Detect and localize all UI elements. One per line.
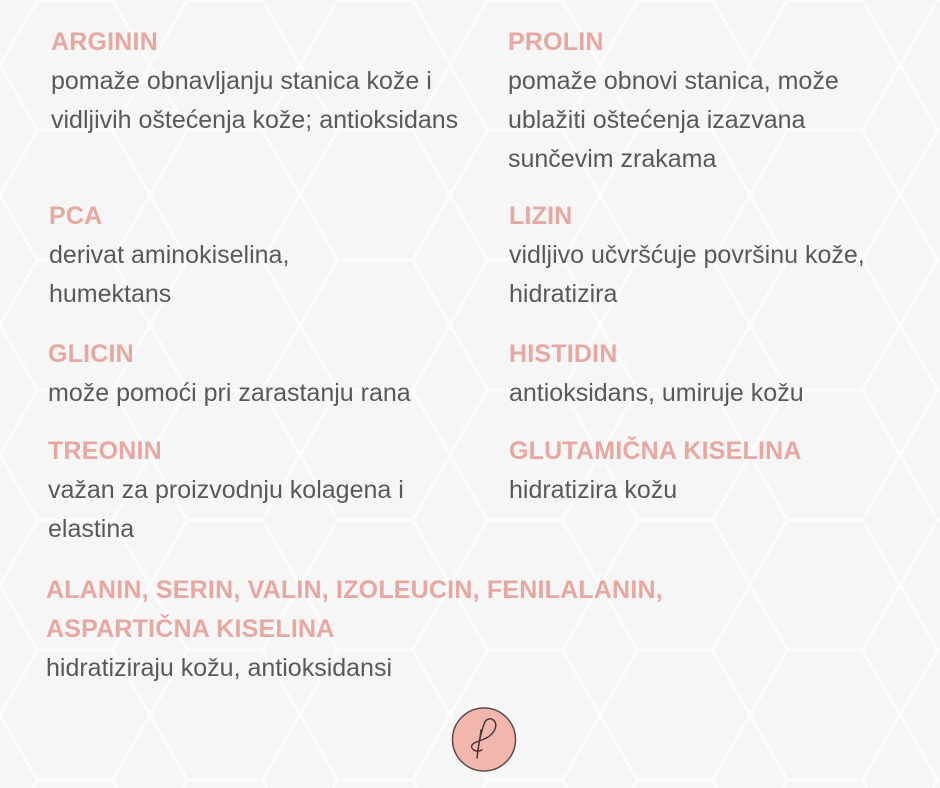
item-glicin [48, 335, 488, 413]
item-description: hidratizira kožu [509, 476, 678, 504]
item-description: pomaže obnovi stanica, može ublažiti oštećenja izazvana sunčevim zrakama [508, 67, 839, 173]
item-title: LIZIN [509, 202, 573, 230]
footer-description: hidratiziraju kožu, antioksidansi [46, 654, 393, 682]
item-prolin [508, 23, 898, 179]
footer-title-line2: ASPARTIČNA KISELINA [46, 615, 335, 643]
item-title: HISTIDIN [509, 340, 618, 368]
item-title: TREONIN [48, 437, 162, 465]
item-description: može pomoći pri zarastanju rana [48, 379, 411, 407]
item-title: ARGININ [51, 28, 158, 56]
item-title: GLUTAMIČNA KISELINA [509, 437, 802, 465]
item-arginin [51, 23, 491, 140]
item-title: GLICIN [48, 340, 134, 368]
item-description: derivat aminokiselina, humektans [49, 241, 290, 308]
item-lizin [509, 197, 934, 314]
item-histidin [509, 335, 929, 413]
item-glutamicna-kiselina [509, 432, 929, 510]
item-pca [49, 197, 369, 314]
signature-logo-icon [451, 706, 518, 773]
footer-title-line1: ALANIN, SERIN, VALIN, IZOLEUCIN, FENILALANIN, [46, 576, 663, 604]
item-description: antioksidans, umiruje kožu [509, 379, 804, 407]
item-title: PCA [49, 202, 103, 230]
item-title: PROLIN [508, 28, 604, 56]
item-footer-group [46, 571, 906, 688]
item-treonin [48, 432, 478, 549]
item-description: vidljivo učvršćuje površinu kože, hidratizira [509, 241, 865, 308]
item-description: važan za proizvodnju kolagena i elastina [48, 476, 404, 543]
item-description: pomaže obnavljanju stanica kože i vidljivih oštećenja kože; antioksidans [51, 67, 459, 134]
